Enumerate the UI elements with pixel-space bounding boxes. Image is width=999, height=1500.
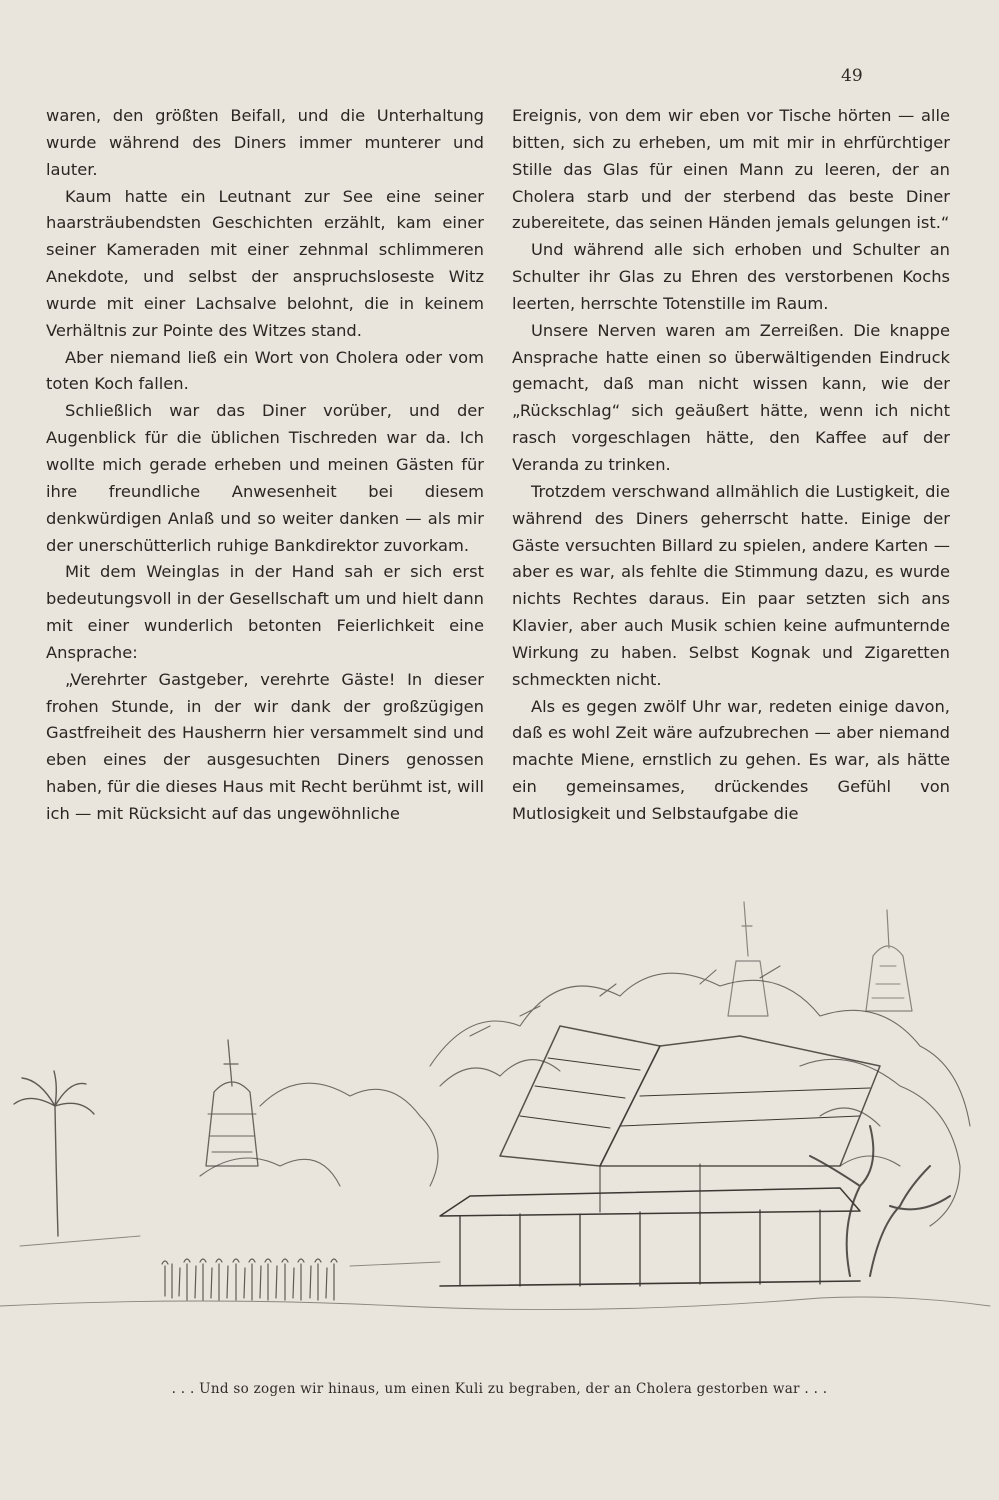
temple-sketch-illustration (0, 866, 999, 1386)
paragraph: Ereignis, von dem wir eben vor Tische hörten — alle bitten, sich zu erheben, um mit mir in ehrfürchtiger Stille das Glas für einen Mann zu leeren, der an Cholera starb und der sterbend das beste Diner zubereitete, das seinen Händen jemals gelungen ist.“ (512, 106, 950, 233)
paragraph: waren, den größten Beifall, und die Unterhaltung wurde während des Diners immer munterer und lauter. (46, 106, 484, 179)
illustration-caption: . . . Und so zogen wir hinaus, um einen Kuli zu begraben, der an Cholera gestorben war . . . (171, 1381, 828, 1397)
procession-figures (162, 1259, 337, 1300)
paragraph: Kaum hatte ein Leutnant zur See eine seiner haarsträubendsten Geschichten erzählt, kam einer seiner Kameraden mit einer zehnmal schlimmeren Anekdote, und selbst der anspruchsloseste Witz wurde mit einer Lachsalve belohnt, die in keinem Verhältnis zur Pointe des Witzes stand. (46, 186, 484, 340)
temple-building (440, 1026, 880, 1286)
paragraph: „Verehrter Gastgeber, verehrte Gäste! In dieser frohen Stunde, in der wir dank der großzügigen Gastfreiheit des Hausherrn hier versammelt sind und eben eines der ausgesuchten Diners genossen haben, für die dieses Haus mit Recht berühmt ist, will ich — mit Rücksicht auf das ungewöhnliche (46, 669, 484, 823)
pagoda-left (206, 1040, 258, 1166)
paragraph: Aber niemand ließ ein Wort von Cholera oder vom toten Koch fallen. (46, 347, 484, 394)
paragraph: Schließlich war das Diner vorüber, und der Augenblick für die üblichen Tischreden war da. Ich wollte mich gerade erheben und meinen Gästen für ihre freundliche Anwesenheit bei diesem denkwürdigen Anlaß und so weiter danken — als mir der unerschütterlich ruhige Bankdirektor zuvorkam. (46, 401, 484, 555)
text-column-left (46, 103, 484, 828)
text-column-right (512, 103, 950, 828)
paragraph: Und während alle sich erhoben und Schulter an Schulter ihr Glas zu Ehren des verstorbenen Kochs leerten, herrschte Totenstille im Raum. (512, 240, 950, 313)
paragraph: Als es gegen zwölf Uhr war, redeten einige davon, daß es wohl Zeit wäre aufzubrechen — aber niemand machte Miene, ernstlich zu gehen. Es war, als hätte ein gemeinsames, drückendes Gefühl von Mutlosigkeit und Selbstaufgabe die (512, 696, 950, 823)
paragraph: Unsere Nerven waren am Zerreißen. Die knappe Ansprache hatte einen so überwältigenden Eindruck gemacht, daß man nicht wissen kann, wie der „Rückschlag“ sich geäußert hätte, wenn ich nicht rasch vorgeschlagen hätte, den Kaffee auf der Veranda zu trinken. (512, 320, 950, 474)
tree-canopy (200, 966, 970, 1226)
palm-tree (14, 1071, 94, 1236)
page-number: 49 (841, 66, 863, 86)
gnarled-tree (810, 1126, 950, 1276)
ground (0, 1236, 990, 1310)
spire-right (728, 902, 912, 1016)
paragraph: Mit dem Weinglas in der Hand sah er sich erst bedeutungsvoll in der Gesellschaft um und hielt dann mit einer wunderlich betonten Feierlichkeit eine Ansprache: (46, 562, 484, 662)
paragraph: Trotzdem verschwand allmählich die Lustigkeit, die während des Diners geherrscht hatte. Einige der Gäste versuchten Billard zu spielen, andere Karten — aber es war, als fehlte die Stimmung dazu, es wurde nichts Rechtes daraus. Ein paar setzten sich ans Klavier, aber auch Musik schien keine aufmunternde Wirkung zu haben. Selbst Kognak und Zigaretten schmeckten nicht. (512, 481, 950, 689)
